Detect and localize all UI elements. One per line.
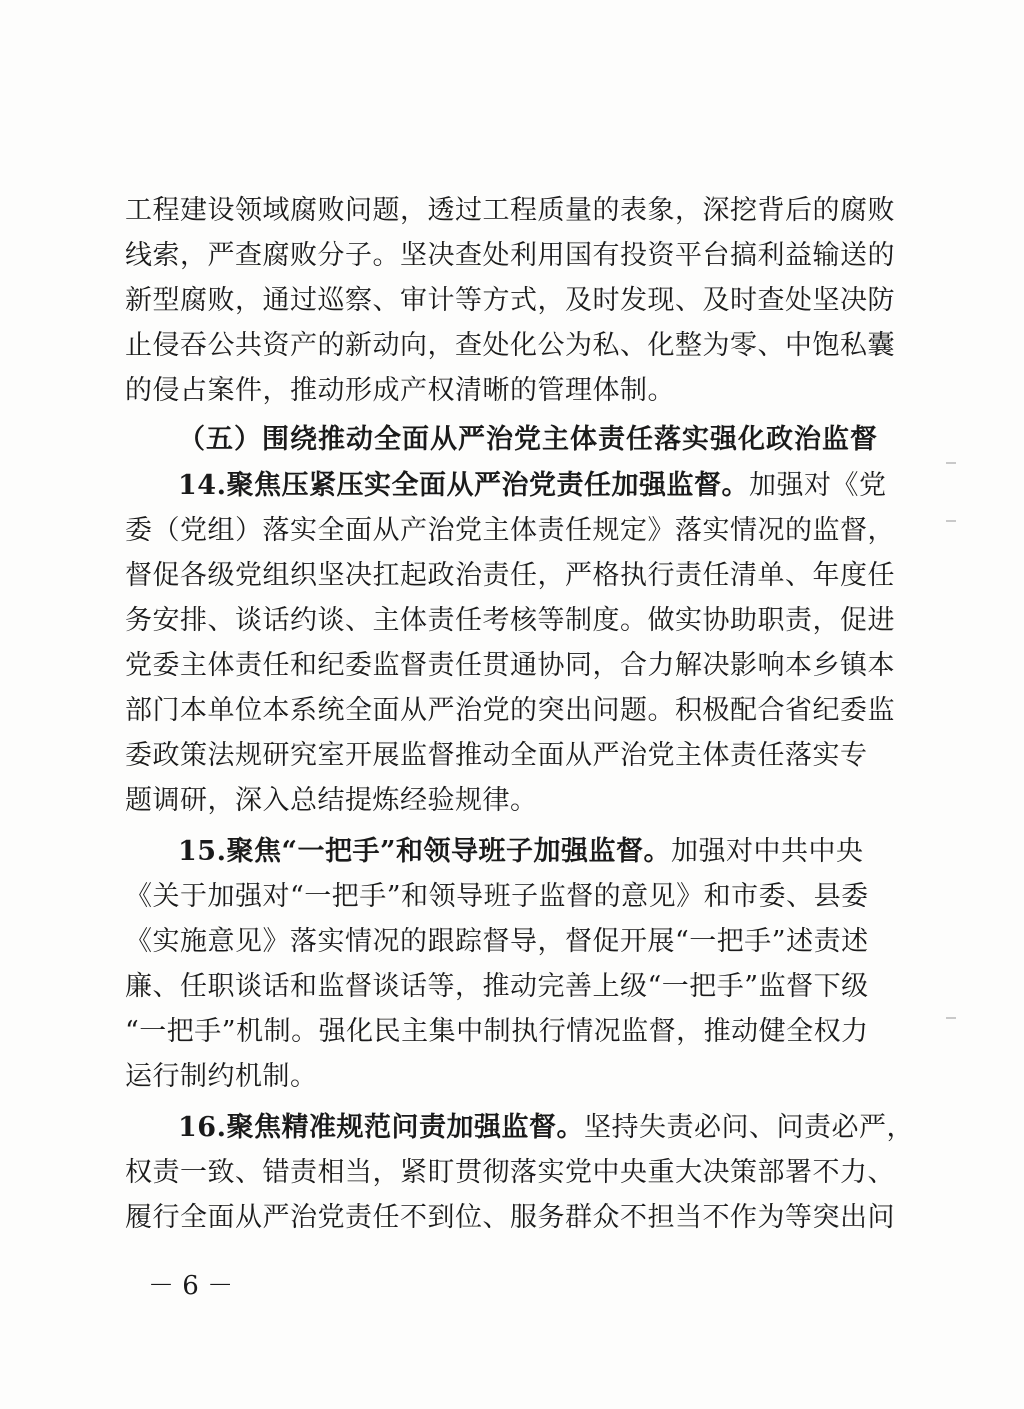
item-16-first-line xyxy=(178,1108,914,1148)
body-line: 止侵吞公共资产的新动向，查处化公为私、化整为零、中饱私囊 xyxy=(125,330,895,361)
body-line: 运行制约机制。 xyxy=(125,1061,318,1092)
body-line: 委政策法规研究室开展监督推动全面从严治党主体责任落实专 xyxy=(125,740,868,771)
body-line: 工程建设领域腐败问题，透过工程质量的表象，深挖背后的腐败 xyxy=(125,195,895,226)
body-line: 《实施意见》落实情况的跟踪督导，督促开展“一把手”述责述 xyxy=(125,926,869,957)
body-line: 权责一致、错责相当，紧盯贯彻落实党中央重大决策部署不力、 xyxy=(125,1157,895,1188)
body-line: 廉、任职谈话和监督谈话等，推动完善上级“一把手”监督下级 xyxy=(125,971,869,1002)
body-line: 新型腐败，通过巡察、审计等方式，及时发现、及时查处坚决防 xyxy=(125,285,895,316)
body-line: “一把手”机制。强化民主集中制执行情况监督，推动健全权力 xyxy=(125,1016,869,1047)
page-number: － 6 － xyxy=(148,1271,234,1301)
body-line: 的侵占案件，推动形成产权清晰的管理体制。 xyxy=(125,375,675,406)
body-line: 党委主体责任和纪委监督责任贯通协同，合力解决影响本乡镇本 xyxy=(125,650,895,681)
scan-mark xyxy=(946,1017,956,1019)
body-line: 线索，严查腐败分子。坚决查处利用国有投资平台搞利益输送的 xyxy=(125,240,895,271)
item-15-first-line xyxy=(178,832,864,872)
item-16-text: 坚持失责必问、问责必严， xyxy=(583,1112,914,1143)
item-14-first-line xyxy=(178,466,887,506)
body-line: 题调研，深入总结提炼经验规律。 xyxy=(125,785,538,816)
body-line: 委（党组）落实全面从产治党主体责任规定》落实情况的监督， xyxy=(125,515,895,546)
item-14-text: 加强对《党 xyxy=(748,470,887,501)
scan-mark xyxy=(946,520,956,522)
item-15-title: 15.聚焦“一把手”和领导班子加强监督。 xyxy=(178,836,672,867)
body-line: 《关于加强对“一把手”和领导班子监督的意见》和市委、县委 xyxy=(125,881,869,912)
scan-mark xyxy=(946,462,956,464)
section-heading: （五）围绕推动全面从严治党主体责任落实强化政治监督 xyxy=(178,424,878,455)
item-16-title: 16.聚焦精准规范问责加强监督。 xyxy=(178,1112,584,1143)
item-14-title: 14.聚焦压紧压实全面从严治党责任加强监督。 xyxy=(178,470,749,501)
body-line: 务安排、谈话约谈、主体责任考核等制度。做实协助职责，促进 xyxy=(125,605,895,636)
body-line: 部门本单位本系统全面从严治党的突出问题。积极配合省纪委监 xyxy=(125,695,895,726)
item-15-text: 加强对中共中央 xyxy=(671,836,864,867)
body-line: 督促各级党组织坚决扛起政治责任，严格执行责任清单、年度任 xyxy=(125,560,895,591)
body-line: 履行全面从严治党责任不到位、服务群众不担当不作为等突出问 xyxy=(125,1202,895,1233)
